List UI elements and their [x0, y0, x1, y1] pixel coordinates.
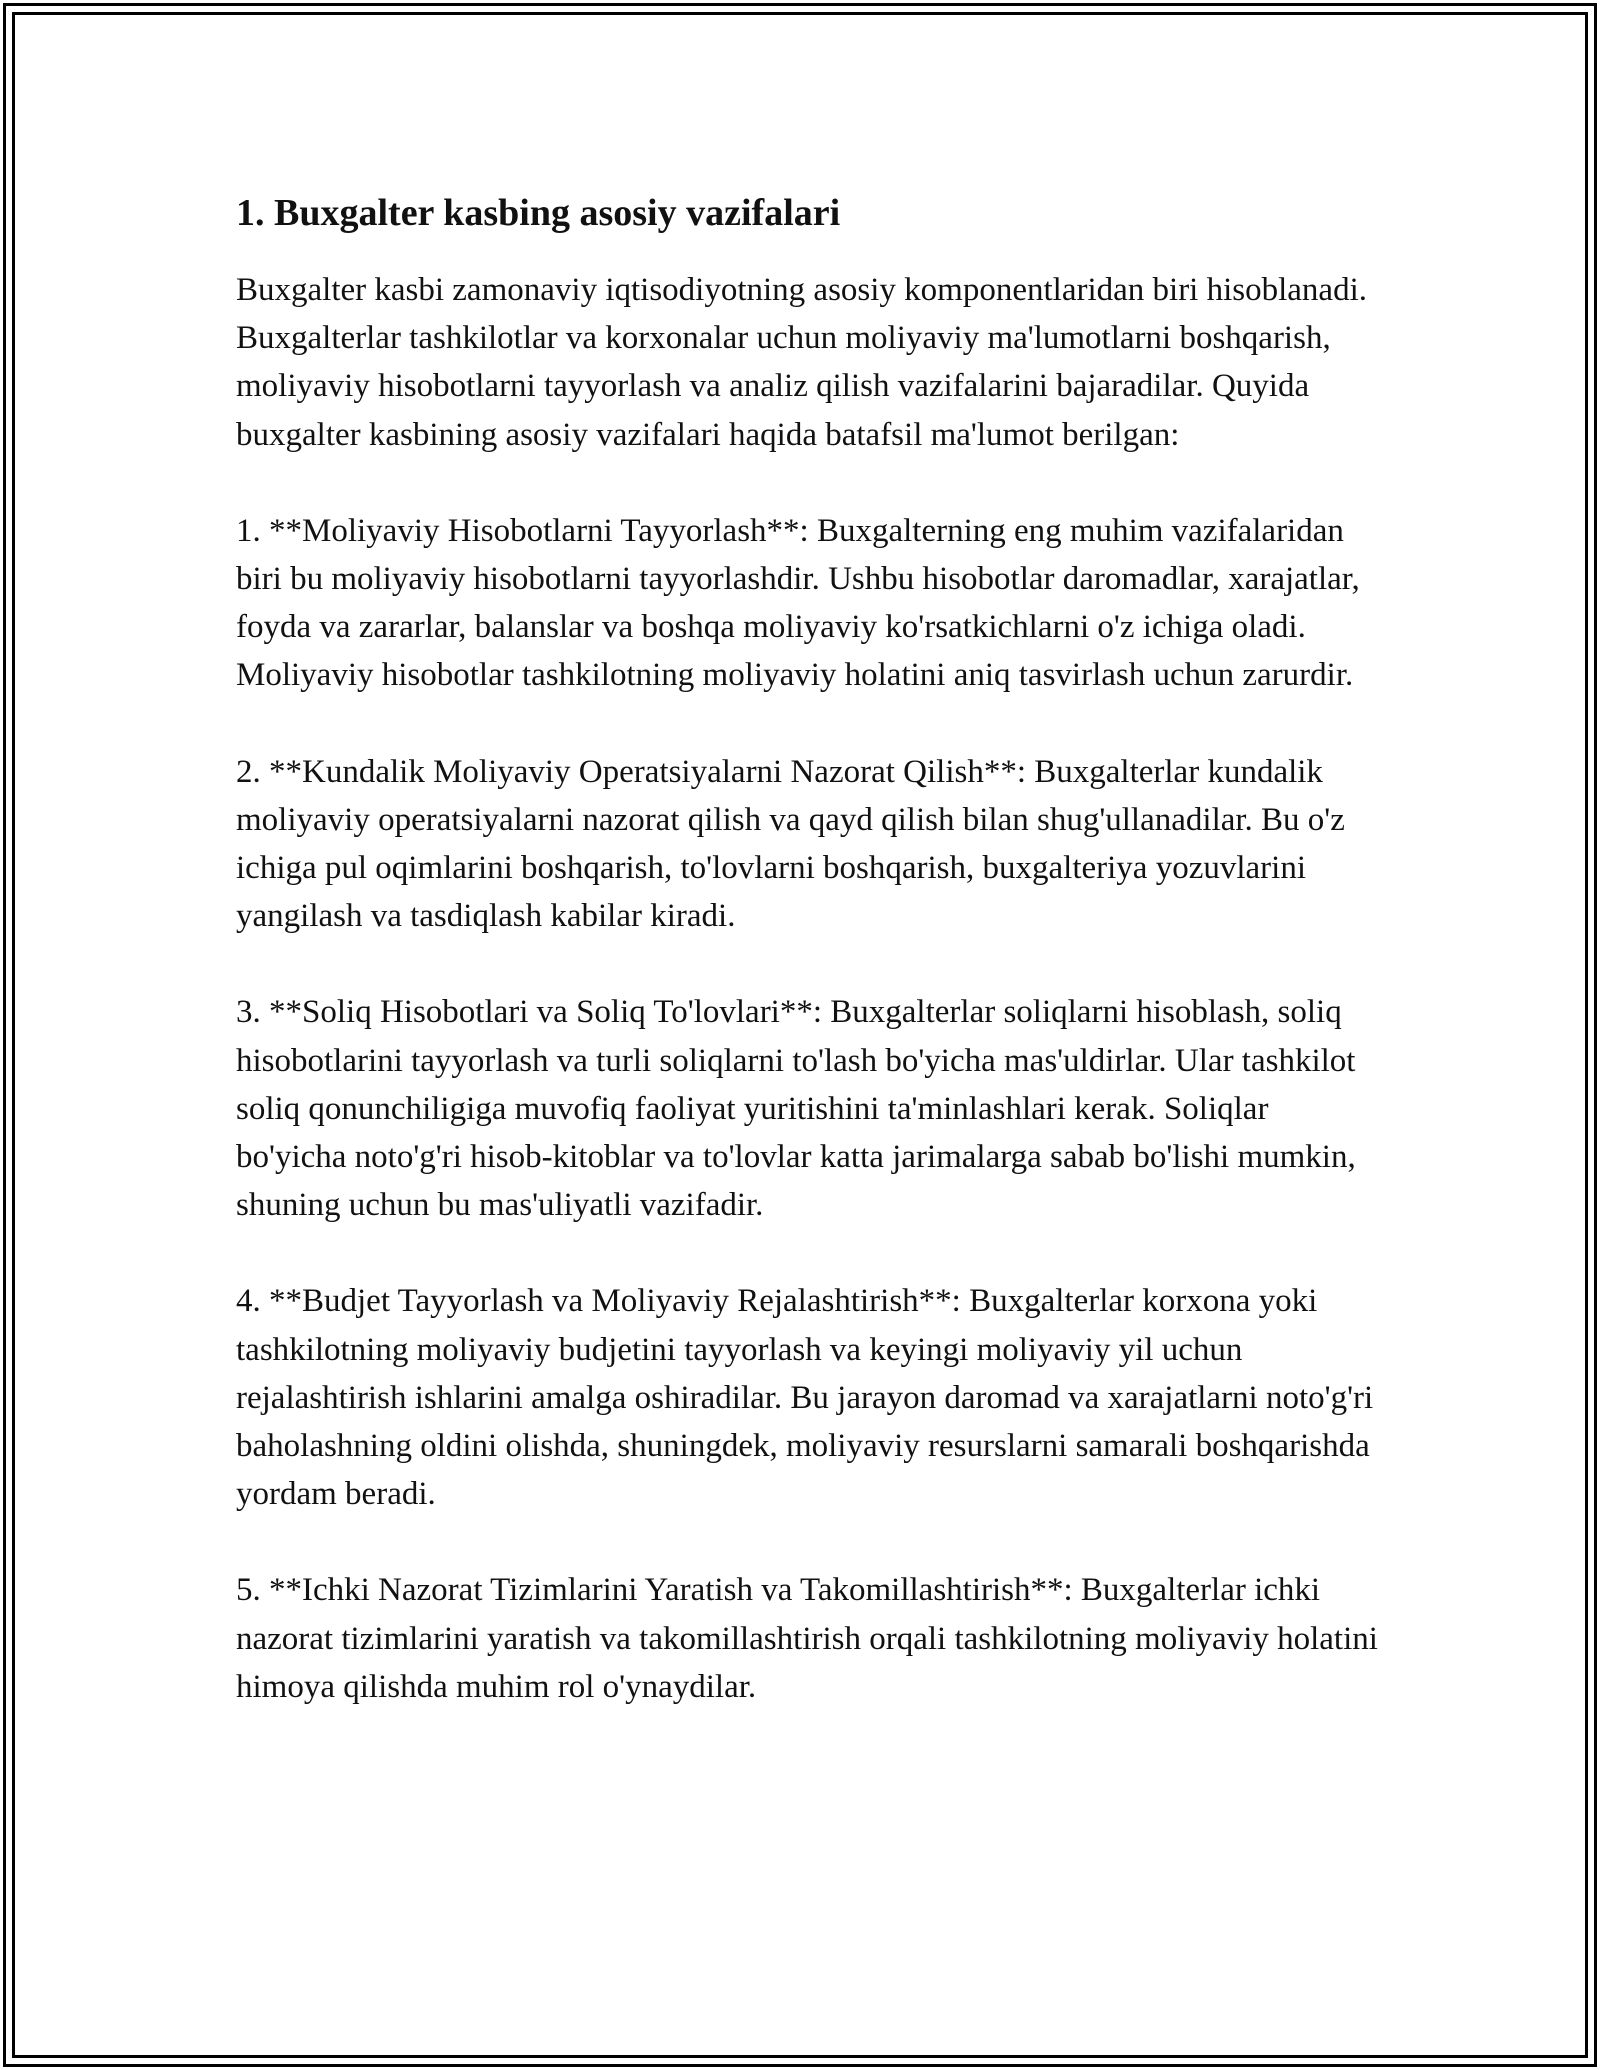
list-item-daily-operations: 2. **Kundalik Moliyaviy Operatsiyalarni Nazorat Qilish**: Buxgalterlar kundalik moliyaviy operatsiyalarni nazorat qilish va qayd qilish bilan shug'ullanadilar. Bu o'z ichiga pul oqimlarini boshqarish, to'lovlarni boshqarish, buxgalteriya yozuvlarini yangilash va tasdiqlash kabilar kiradi. [236, 753, 1345, 935]
intro-paragraph: Buxgalter kasbi zamonaviy iqtisodiyotning asosiy komponentlaridan biri hisoblanadi. Buxgalterlar tashkilotlar va korxonalar uchun moliyaviy ma'lumotlarni boshqarish, moliyaviy hisobotlarni tayyorlash va analiz qilish vazifalarini bajaradilar. Quyida buxgalter kasbining asosiy vazifalari haqida batafsil ma'lumot berilgan: [236, 272, 1367, 453]
document-body [236, 186, 1386, 1759]
list-item-tax-reports: 3. **Soliq Hisobotlari va Soliq To'lovlari**: Buxgalterlar soliqlarni hisoblash, soliq hisobotlarini tayyorlash va turli soliqlarni to'lash bo'yicha mas'uldirlar. Ular tashkilot soliq qonunchiligiga muvofiq faoliyat yuritishini ta'minlashlari kerak. Soliqlar bo'yicha noto'g'ri hisob-kitoblar va to'lovlar katta jarimalarga sabab bo'lishi mumkin, shuning uchun bu mas'uliyatli vazifadir. [236, 994, 1356, 1224]
list-item-internal-control: 5. **Ichki Nazorat Tizimlarini Yaratish va Takomillashtirish**: Buxgalterlar ichki nazorat tizimlarini yaratish va takomillashtirish orqali tashkilotning moliyaviy holatini himoya qilishda muhim rol o'ynaydilar. [236, 1572, 1378, 1705]
list-item-financial-reports: 1. **Moliyaviy Hisobotlarni Tayyorlash**: Buxgalterning eng muhim vazifalaridan biri bu moliyaviy hisobotlarni tayyorlashdir. Ushbu hisobotlar daromadlar, xarajatlar, foyda va zararlar, balanslar va boshqa moliyaviy ko'rsatkichlarni o'z ichiga oladi. Moliyaviy hisobotlar tashkilotning moliyaviy holatini aniq tasvirlash uchun zarurdir. [236, 512, 1360, 694]
section-heading: 1. Buxgalter kasbing asosiy vazifalari [236, 192, 841, 234]
list-item-budget-planning: 4. **Budjet Tayyorlash va Moliyaviy Rejalashtirish**: Buxgalterlar korxona yoki tashkilotning moliyaviy budjetini tayyorlash va keyingi moliyaviy yil uchun rejalashtirish ishlarini amalga oshiradilar. Bu jarayon daromad va xarajatlarni noto'g'ri baholashning oldini olishda, shuningdek, moliyaviy resurslarni samarali boshqarishda yordam beradi. [236, 1283, 1374, 1513]
